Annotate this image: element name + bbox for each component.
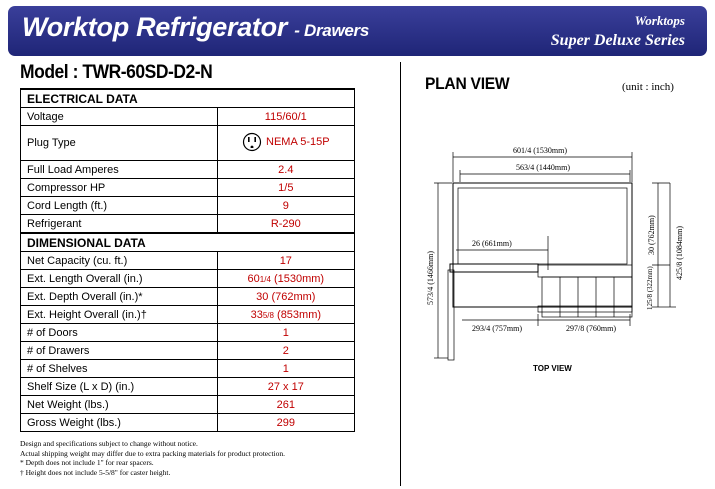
spec-label: Ext. Height Overall (in.)†	[21, 306, 218, 324]
spec-value: 30 (762mm)	[217, 288, 354, 306]
spec-label: Net Weight (lbs.)	[21, 396, 218, 414]
spec-value: 335/8 (853mm)	[217, 306, 354, 324]
electrical-data-heading: ELECTRICAL DATA	[21, 89, 355, 108]
series-label: Super Deluxe Series	[550, 32, 685, 49]
spec-label: Plug Type	[21, 126, 218, 161]
spec-label: Net Capacity (cu. ft.)	[21, 252, 218, 270]
page-title: Worktop Refrigerator - Drawers	[22, 12, 370, 42]
plug-outlet-icon	[242, 132, 262, 152]
spec-label: Ext. Depth Overall (in.)*	[21, 288, 218, 306]
spec-value: 27 x 17	[217, 378, 354, 396]
spec-label: # of Doors	[21, 324, 218, 342]
spec-label: Full Load Amperes	[21, 161, 218, 179]
footnote: † Height does not include 5-5/8" for caster height.	[20, 467, 171, 477]
spec-value: 115/60/1	[217, 108, 354, 126]
dim-drawer-12: 125/8 (322mm)	[646, 266, 654, 310]
spec-label: Cord Length (ft.)	[21, 197, 218, 215]
footnote: Design and specifications subject to change without notice.	[20, 439, 198, 448]
category-label: Worktops	[634, 13, 685, 28]
plan-view-drawing	[420, 130, 700, 362]
dim-left-depth: 573/4 (1466mm)	[426, 251, 435, 305]
header-banner	[8, 6, 707, 56]
spec-label: Compressor HP	[21, 179, 218, 197]
spec-value: NEMA 5-15P	[217, 126, 354, 161]
spec-label: # of Drawers	[21, 342, 218, 360]
spec-label: # of Shelves	[21, 360, 218, 378]
dim-bottom-left: 293/4 (757mm)	[472, 324, 522, 333]
spec-value: 2.4	[217, 161, 354, 179]
unit-note: (unit : inch)	[622, 81, 674, 93]
footnotes	[20, 439, 285, 477]
spec-value: 2	[217, 342, 354, 360]
spec-label: Voltage	[21, 108, 218, 126]
top-view-label: TOP VIEW	[533, 364, 572, 373]
spec-value: 9	[217, 197, 354, 215]
spec-label: Ext. Length Overall (in.)	[21, 270, 218, 288]
spec-value: 601/4 (1530mm)	[217, 270, 354, 288]
dim-depth-42: 425/8 (1084mm)	[675, 226, 684, 280]
spec-label: Gross Weight (lbs.)	[21, 414, 218, 432]
dim-overall-length: 601/4 (1530mm)	[513, 146, 567, 155]
column-divider	[400, 62, 401, 486]
dim-bottom-right: 297/8 (760mm)	[566, 324, 616, 333]
spec-value: 1	[217, 360, 354, 378]
dim-inner-length: 563/4 (1440mm)	[516, 163, 570, 172]
dim-depth-30: 30 (762mm)	[647, 215, 656, 255]
spec-table	[20, 88, 355, 432]
spec-label: Shelf Size (L x D) (in.)	[21, 378, 218, 396]
model-heading: Model : TWR-60SD-D2-N	[20, 62, 213, 83]
footnote: Actual shipping weight may differ due to extra packing materials for product protection.	[20, 448, 285, 458]
spec-label: Refrigerant	[21, 215, 218, 234]
spec-value: 17	[217, 252, 354, 270]
plan-view-title: PLAN VIEW	[425, 74, 510, 93]
dim-door-open: 26 (661mm)	[472, 239, 512, 248]
spec-value: R-290	[217, 215, 354, 234]
spec-value: 299	[217, 414, 354, 432]
spec-value: 1	[217, 324, 354, 342]
footnote: * Depth does not include 1" for rear spacers.	[20, 458, 154, 467]
dimensional-data-heading: DIMENSIONAL DATA	[21, 233, 355, 252]
page-subtitle: - Drawers	[294, 21, 370, 40]
spec-value: 261	[217, 396, 354, 414]
spec-value: 1/5	[217, 179, 354, 197]
